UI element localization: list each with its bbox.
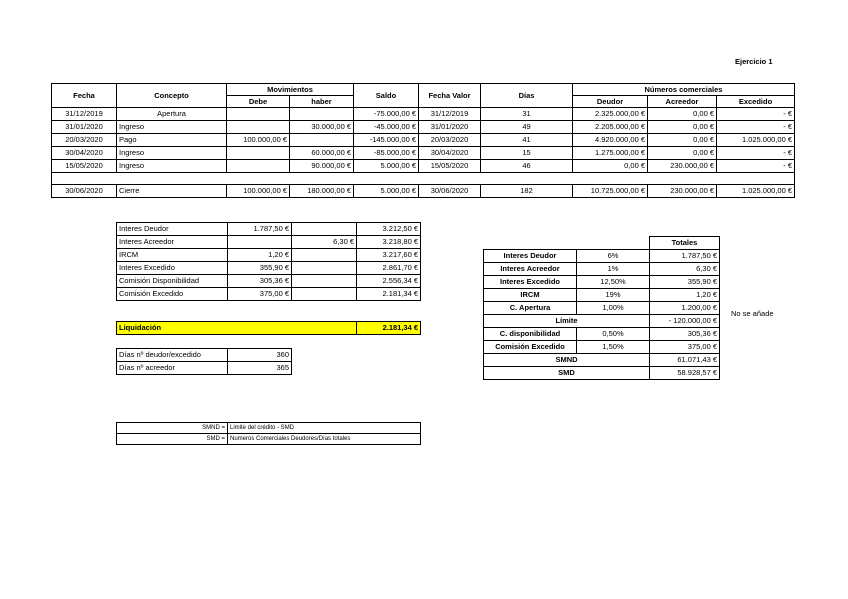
cell-haber: 90.000,00 €	[290, 160, 354, 173]
resumen-row	[117, 223, 421, 236]
resumen-haber	[292, 275, 357, 288]
cell-fecha-valor: 15/05/2020	[419, 160, 481, 173]
cell-haber: 60.000,00 €	[290, 147, 354, 160]
dias-value: 360	[228, 349, 292, 362]
resumen-row	[117, 262, 421, 275]
totales-header: Totales	[650, 237, 720, 250]
cell-debe	[227, 108, 290, 121]
cell-fecha: 20/03/2020	[52, 134, 117, 147]
cell-excedido: - €	[717, 160, 795, 173]
total-fecha: 30/06/2020	[52, 185, 117, 198]
cell-dias: 41	[481, 134, 573, 147]
header-fecha-valor: Fecha Valor	[419, 84, 481, 108]
total-dias: 182	[481, 185, 573, 198]
totales-rate: 0,50%	[577, 328, 650, 341]
smnd-label: SMND	[484, 354, 650, 367]
cell-fecha: 30/04/2020	[52, 147, 117, 160]
total-row	[52, 185, 795, 198]
dias-row	[117, 362, 292, 375]
resumen-haber	[292, 223, 357, 236]
totales-row	[484, 289, 720, 302]
totales-table	[483, 236, 720, 380]
cell-fecha-valor: 31/12/2019	[419, 108, 481, 121]
totales-rate: 12,50%	[577, 276, 650, 289]
resumen-saldo: 2.861,70 €	[357, 262, 421, 275]
smnd-row	[484, 354, 720, 367]
cell-haber	[290, 134, 354, 147]
cell-deudor: 4.920.000,00 €	[573, 134, 648, 147]
totales-header-row	[484, 237, 720, 250]
total-haber: 180.000,00 €	[290, 185, 354, 198]
resumen-label: Interes Excedido	[117, 262, 228, 275]
cell-saldo: -145.000,00 €	[354, 134, 419, 147]
total-excedido: 1.025.000,00 €	[717, 185, 795, 198]
header-deudor: Deudor	[573, 96, 648, 108]
totales-label: C. disponibilidad	[484, 328, 577, 341]
totales-rate: 1,50%	[577, 341, 650, 354]
cell-dias: 46	[481, 160, 573, 173]
totales-label: Interes Acreedor	[484, 263, 577, 276]
totales-row	[484, 341, 720, 354]
header-fecha: Fecha	[52, 84, 117, 108]
movement-row	[52, 160, 795, 173]
formula-label: SMD =	[117, 434, 228, 445]
formulas-table	[116, 422, 421, 445]
totales-label: Límite	[484, 315, 650, 328]
cell-concepto: Ingreso	[117, 160, 227, 173]
movement-row	[52, 121, 795, 134]
cell-acreedor: 0,00 €	[648, 134, 717, 147]
movement-row	[52, 108, 795, 121]
cell-deudor: 0,00 €	[573, 160, 648, 173]
totales-row	[484, 302, 720, 315]
resumen-haber	[292, 288, 357, 301]
dias-label: Días nº deudor/excedido	[117, 349, 228, 362]
liquidacion-value: 2.181,34 €	[357, 322, 421, 335]
totales-total: 6,30 €	[650, 263, 720, 276]
header-movimientos: Movimientos	[227, 84, 354, 96]
resumen-saldo: 3.212,50 €	[357, 223, 421, 236]
resumen-label: Comisión Disponibilidad	[117, 275, 228, 288]
smnd-value: 61.071,43 €	[650, 354, 720, 367]
resumen-label: Interes Acreedor	[117, 236, 228, 249]
header-excedido: Excedido	[717, 96, 795, 108]
dias-row	[117, 349, 292, 362]
resumen-row	[117, 275, 421, 288]
header-saldo: Saldo	[354, 84, 419, 108]
total-saldo: 5.000,00 €	[354, 185, 419, 198]
totales-label: C. Apertura	[484, 302, 577, 315]
resumen-table	[116, 222, 421, 301]
cell-haber: 30.000,00 €	[290, 121, 354, 134]
totales-rate: 1%	[577, 263, 650, 276]
smd-label: SMD	[484, 367, 650, 380]
total-deudor: 10.725.000,00 €	[573, 185, 648, 198]
cell-deudor: 2.325.000,00 €	[573, 108, 648, 121]
cell-debe: 100.000,00 €	[227, 134, 290, 147]
totales-rate: 19%	[577, 289, 650, 302]
note-no-se-anade: No se añade	[731, 309, 774, 318]
cell-fecha: 15/05/2020	[52, 160, 117, 173]
resumen-row	[117, 288, 421, 301]
cell-dias: 49	[481, 121, 573, 134]
resumen-debe: 375,00 €	[228, 288, 292, 301]
liquidacion-label: Liquidación	[117, 322, 357, 335]
cell-concepto: Ingreso	[117, 121, 227, 134]
cell-fecha-valor: 31/01/2020	[419, 121, 481, 134]
totales-total: 1,20 €	[650, 289, 720, 302]
liquidacion-table	[116, 321, 421, 335]
resumen-debe: 305,36 €	[228, 275, 292, 288]
resumen-row	[117, 249, 421, 262]
resumen-saldo: 3.217,60 €	[357, 249, 421, 262]
cell-concepto: Ingreso	[117, 147, 227, 160]
formula-value: Numeros Comerciales Deudores/Días totales	[228, 434, 421, 445]
totales-label: IRCM	[484, 289, 577, 302]
gap-cell	[52, 173, 795, 185]
totales-total: 305,36 €	[650, 328, 720, 341]
totales-row	[484, 263, 720, 276]
cell-saldo: -85.000,00 €	[354, 147, 419, 160]
gap-row	[52, 173, 795, 185]
totales-total: 1.200,00 €	[650, 302, 720, 315]
totales-row	[484, 328, 720, 341]
cell-acreedor: 230.000,00 €	[648, 160, 717, 173]
totales-total: 355,90 €	[650, 276, 720, 289]
header-debe: Debe	[227, 96, 290, 108]
cell-excedido: 1.025.000,00 €	[717, 134, 795, 147]
movement-row	[52, 134, 795, 147]
cell-excedido: - €	[717, 121, 795, 134]
smd-value: 58.928,57 €	[650, 367, 720, 380]
header-acreedor: Acreedor	[648, 96, 717, 108]
formula-value: Limite del crédito - SMD	[228, 423, 421, 434]
resumen-label: Comisión Excedido	[117, 288, 228, 301]
movement-row	[52, 147, 795, 160]
cell-debe	[227, 121, 290, 134]
cell-acreedor: 0,00 €	[648, 147, 717, 160]
cell-haber	[290, 108, 354, 121]
cell-acreedor: 0,00 €	[648, 108, 717, 121]
smd-row	[484, 367, 720, 380]
cell-fecha: 31/12/2019	[52, 108, 117, 121]
resumen-debe: 1,20 €	[228, 249, 292, 262]
resumen-saldo: 2.556,34 €	[357, 275, 421, 288]
sheet-title: Ejercicio 1	[735, 57, 773, 66]
totales-row	[484, 315, 720, 328]
cell-concepto: Apertura	[117, 108, 227, 121]
resumen-saldo: 3.218,80 €	[357, 236, 421, 249]
cell-dias: 31	[481, 108, 573, 121]
total-concepto: Cierre	[117, 185, 227, 198]
totales-total: 1.787,50 €	[650, 250, 720, 263]
resumen-debe	[228, 236, 292, 249]
resumen-row	[117, 236, 421, 249]
dias-table	[116, 348, 292, 375]
totales-rate: 6%	[577, 250, 650, 263]
resumen-debe: 355,90 €	[228, 262, 292, 275]
empty-cell	[484, 237, 577, 250]
formula-row	[117, 423, 421, 434]
resumen-label: Interes Deudor	[117, 223, 228, 236]
cell-deudor: 2.205.000,00 €	[573, 121, 648, 134]
totales-row	[484, 276, 720, 289]
totales-total: - 120.000,00 €	[650, 315, 720, 328]
cell-excedido: - €	[717, 147, 795, 160]
total-debe: 100.000,00 €	[227, 185, 290, 198]
total-fecha-valor: 30/06/2020	[419, 185, 481, 198]
resumen-saldo: 2.181,34 €	[357, 288, 421, 301]
cell-deudor: 1.275.000,00 €	[573, 147, 648, 160]
totales-total: 375,00 €	[650, 341, 720, 354]
cell-debe	[227, 160, 290, 173]
resumen-label: IRCM	[117, 249, 228, 262]
movements-table	[51, 83, 795, 198]
totales-label: Interes Deudor	[484, 250, 577, 263]
dias-label: Días nº acreedor	[117, 362, 228, 375]
cell-fecha-valor: 30/04/2020	[419, 147, 481, 160]
cell-excedido: - €	[717, 108, 795, 121]
cell-saldo: -75.000,00 €	[354, 108, 419, 121]
header-dias: Días	[481, 84, 573, 108]
cell-debe	[227, 147, 290, 160]
header-numeros: Números comerciales	[573, 84, 795, 96]
formula-label: SMND =	[117, 423, 228, 434]
resumen-debe: 1.787,50 €	[228, 223, 292, 236]
totales-label: Interes Excedido	[484, 276, 577, 289]
formula-row	[117, 434, 421, 445]
header-haber: haber	[290, 96, 354, 108]
cell-fecha-valor: 20/03/2020	[419, 134, 481, 147]
cell-concepto: Pago	[117, 134, 227, 147]
cell-saldo: -45.000,00 €	[354, 121, 419, 134]
resumen-haber: 6,30 €	[292, 236, 357, 249]
empty-cell	[577, 237, 650, 250]
cell-saldo: 5.000,00 €	[354, 160, 419, 173]
dias-value: 365	[228, 362, 292, 375]
cell-acreedor: 0,00 €	[648, 121, 717, 134]
cell-dias: 15	[481, 147, 573, 160]
totales-row	[484, 250, 720, 263]
cell-fecha: 31/01/2020	[52, 121, 117, 134]
totales-rate: 1,00%	[577, 302, 650, 315]
resumen-haber	[292, 249, 357, 262]
total-acreedor: 230.000,00 €	[648, 185, 717, 198]
header-concepto: Concepto	[117, 84, 227, 108]
resumen-haber	[292, 262, 357, 275]
totales-label: Comisión Excedido	[484, 341, 577, 354]
